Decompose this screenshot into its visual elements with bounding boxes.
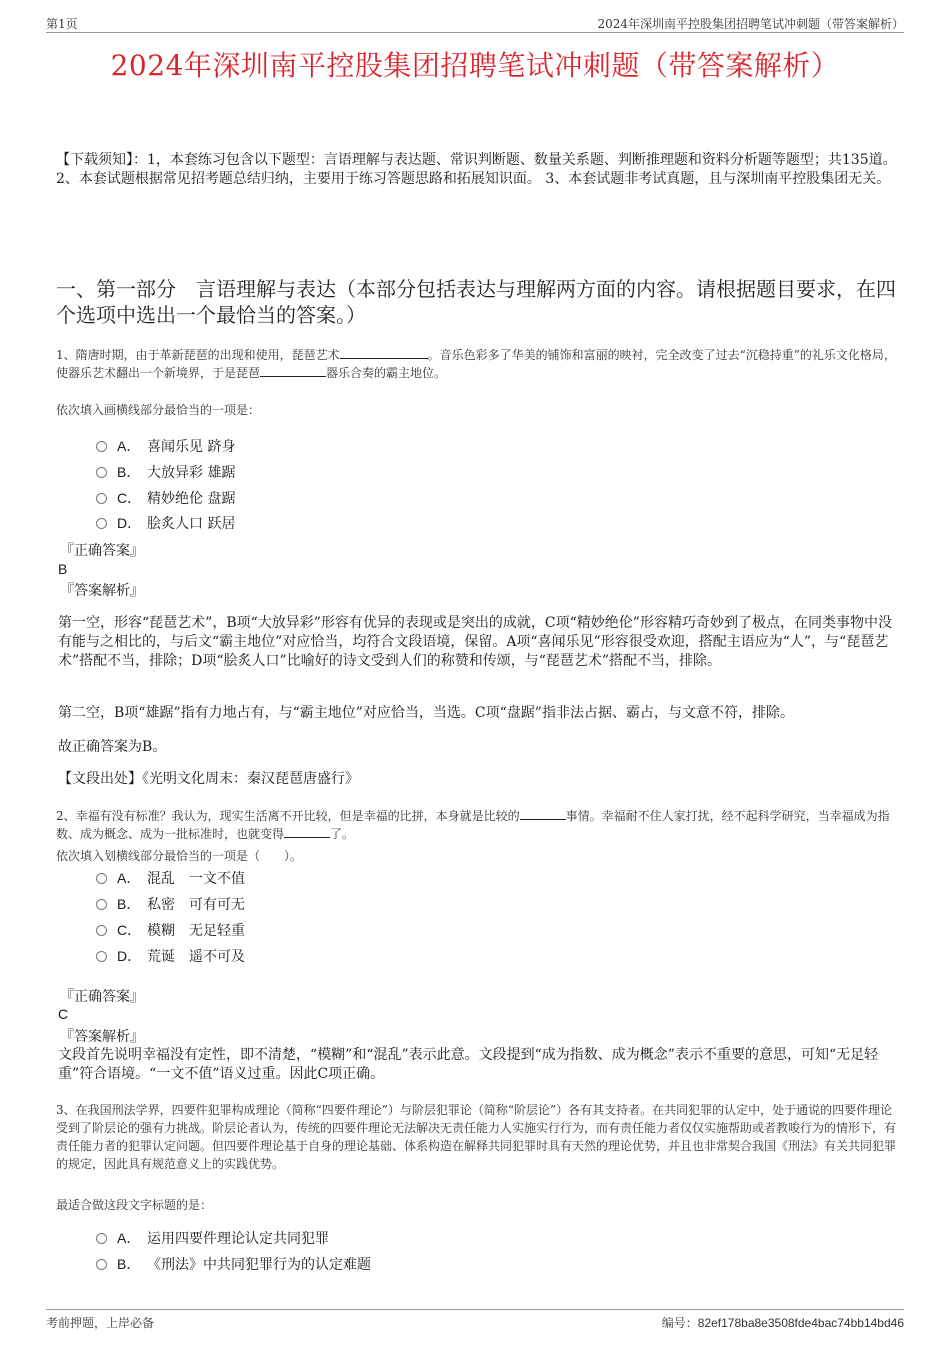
- radio-icon[interactable]: [96, 925, 107, 936]
- option-text: 脍炙人口 跃居: [147, 516, 236, 532]
- question-2-text: [56, 807, 904, 843]
- question-2-text-part-b: 事情。幸福耐不住人家打扰，经不起科学研究，当幸福成为指数、成为概念、成为一批标准时，也就变得: [56, 809, 890, 841]
- option-text: 精妙绝伦 盘踞: [147, 491, 236, 507]
- document-title: 2024年深圳南平控股集团招聘笔试冲刺题（带答案解析）: [110, 49, 840, 82]
- option-key: D．: [117, 515, 142, 531]
- question-1-option-b[interactable]: [96, 463, 235, 481]
- option-text: 模糊 无足轻重: [147, 923, 245, 939]
- option-text: 运用四要件理论认定共同犯罪: [147, 1231, 329, 1247]
- option-key: C．: [117, 922, 142, 938]
- question-1-correct-label: 『正确答案』: [60, 543, 144, 559]
- question-1-option-d[interactable]: [96, 514, 235, 532]
- question-2-analysis-label: 『答案解析』: [60, 1029, 144, 1045]
- radio-icon[interactable]: [96, 518, 107, 529]
- option-key: B．: [117, 464, 141, 480]
- option-key: B．: [117, 1256, 141, 1272]
- radio-icon[interactable]: [96, 899, 107, 910]
- section-heading: 一、第一部分 言语理解与表达（本部分包括表达与理解两方面的内容。请根据题目要求，在四个选项中选出一个最恰当的答案。）: [56, 277, 896, 327]
- question-2-blank-2: [284, 825, 330, 838]
- question-1-analysis-label: 『答案解析』: [60, 583, 144, 599]
- question-2-option-b[interactable]: [96, 895, 245, 913]
- question-1-text-part-a: 1、隋唐时期，由于革新琵琶的出现和使用，琵琶艺术: [56, 348, 340, 362]
- question-1-text-part-c: 器乐合奏的霸主地位。: [326, 366, 447, 380]
- radio-icon[interactable]: [96, 873, 107, 884]
- question-1-analysis-3: 故正确答案为B。: [58, 739, 167, 755]
- option-text: 喜闻乐见 跻身: [147, 439, 236, 455]
- question-1-analysis-2: 第二空，B项“雄踞”指有力地占有，与“霸主地位”对应恰当，当选。C项“盘踞”指非法占据、霸占，与文意不符，排除。: [58, 705, 794, 721]
- radio-icon[interactable]: [96, 467, 107, 478]
- radio-icon[interactable]: [96, 1233, 107, 1244]
- question-1-text-part-b: 。音乐色彩多了华美的铺饰和富丽的映衬，完全改变了过去“沉稳持重”的礼乐文化格局，使器乐艺术翻出一个新境界，于是琵琶: [56, 348, 896, 380]
- question-1-blank-1: [340, 346, 428, 359]
- option-text: 私密 可有可无: [147, 897, 245, 913]
- option-key: A．: [117, 870, 141, 886]
- footer-divider: [46, 1309, 904, 1310]
- option-text: 荒诞 遥不可及: [147, 949, 245, 965]
- question-1-option-a[interactable]: [96, 437, 235, 455]
- question-2-answer: C: [58, 1006, 69, 1022]
- option-key: C．: [117, 490, 142, 506]
- option-text: 大放异彩 雄踞: [147, 465, 236, 481]
- page-number: 第1页: [46, 17, 78, 31]
- question-3-text: 3、在我国刑法学界，四要件犯罪构成理论（简称“四要件理论”）与阶层犯罪论（简称“阶层论”）各有其支持者。在共同犯罪的认定中，处于通说的四要件理论受到了阶层论的强有力挑战。阶层论者认为，传统的四要件理论无法解决无责任能力人实施实行行为，而有责任能力者仅仅实施帮助或者教唆行为的情形下，有责任能力者的犯罪认定问题。但四要件理论基于自身的理论基础、体系构造在解释共同犯罪时具有天然的理论优势，并且也非常契合我国《刑法》有关共同犯罪的规定，因此具有规范意义上的实践优势。: [56, 1103, 897, 1171]
- question-2-text-part-a: 2、幸福有没有标准？我认为，现实生活离不开比较，但是幸福的比拼，本身就是比较的: [56, 809, 520, 823]
- question-1-text: [56, 346, 904, 382]
- question-3-prompt: 最适合做这段文字标题的是：: [56, 1198, 213, 1212]
- footer-slogan: 考前押题，上岸必备: [46, 1316, 155, 1330]
- option-text: 混乱 一文不值: [147, 871, 245, 887]
- question-2-option-d[interactable]: [96, 947, 245, 965]
- download-notice: 【下载须知】：1，本套练习包含以下题型：言语理解与表达题、常识判断题、数量关系题、判断推理题和资料分析题等题型；共135道。 2、本套试题根据常见招考题总结归纳，主要用于练习答题思路和拓展知识面。 3、本套试题非考试真题，且与深圳南平控股集团无关。: [56, 152, 897, 187]
- question-1-answer: B: [58, 561, 68, 577]
- option-key: A．: [117, 438, 141, 454]
- option-text: 《刑法》中共同犯罪行为的认定难题: [147, 1257, 371, 1273]
- footer-code-value: 82ef178ba8e3508fde4bac74bb14bd46: [697, 1316, 904, 1330]
- question-1-source: 【文段出处】《光明文化周末：秦汉琵琶唐盛行》: [58, 771, 359, 787]
- footer-document-code: [662, 1314, 904, 1331]
- option-key: D．: [117, 948, 142, 964]
- footer-code-label: 编号：: [661, 1316, 698, 1330]
- question-2-option-c[interactable]: [96, 921, 245, 939]
- question-3-option-b[interactable]: [96, 1255, 371, 1273]
- radio-icon[interactable]: [96, 951, 107, 962]
- radio-icon[interactable]: [96, 1259, 107, 1270]
- question-3-option-a[interactable]: [96, 1229, 329, 1247]
- question-2-blank-1: [520, 807, 566, 820]
- question-2-text-part-c: 了。: [330, 827, 355, 841]
- radio-icon[interactable]: [96, 441, 107, 452]
- option-key: A．: [117, 1230, 141, 1246]
- question-1-blank-2: [260, 364, 326, 377]
- radio-icon[interactable]: [96, 493, 107, 504]
- running-header-title: 2024年深圳南平控股集团招聘笔试冲刺题（带答案解析）: [597, 17, 904, 31]
- header-divider: [46, 32, 904, 33]
- question-2-prompt: 依次填入划横线部分最恰当的一项是（ ）。: [56, 849, 303, 863]
- question-1-prompt: 依次填入画横线部分最恰当的一项是：: [56, 403, 261, 417]
- question-2-correct-label: 『正确答案』: [60, 989, 144, 1005]
- question-2-analysis: 文段首先说明幸福没有定性，即不清楚，“模糊”和“混乱”表示此意。文段提到“成为指数、成为概念”表示不重要的意思，可知“无足轻重”符合语境。“一文不值”语义过重。因此C项正确。: [58, 1047, 879, 1082]
- option-key: B．: [117, 896, 141, 912]
- question-2-option-a[interactable]: [96, 869, 245, 887]
- question-1-analysis-1: 第一空，形容“琵琶艺术”，B项“大放异彩”形容有优异的表现或是突出的成就，C项“精妙绝伦”形容精巧奇妙到了极点，在同类事物中没有能与之相比的，与后文“霸主地位”对应恰当，均符合文段语境，保留。A项“喜闻乐见”形容很受欢迎，搭配主语应为“人”，与“琵琶艺术”搭配不当，排除；D项“脍炙人口”比喻好的诗文受到人们的称赞和传颂，与“琵琶艺术”搭配不当，排除。: [58, 615, 892, 669]
- question-1-option-c[interactable]: [96, 489, 235, 507]
